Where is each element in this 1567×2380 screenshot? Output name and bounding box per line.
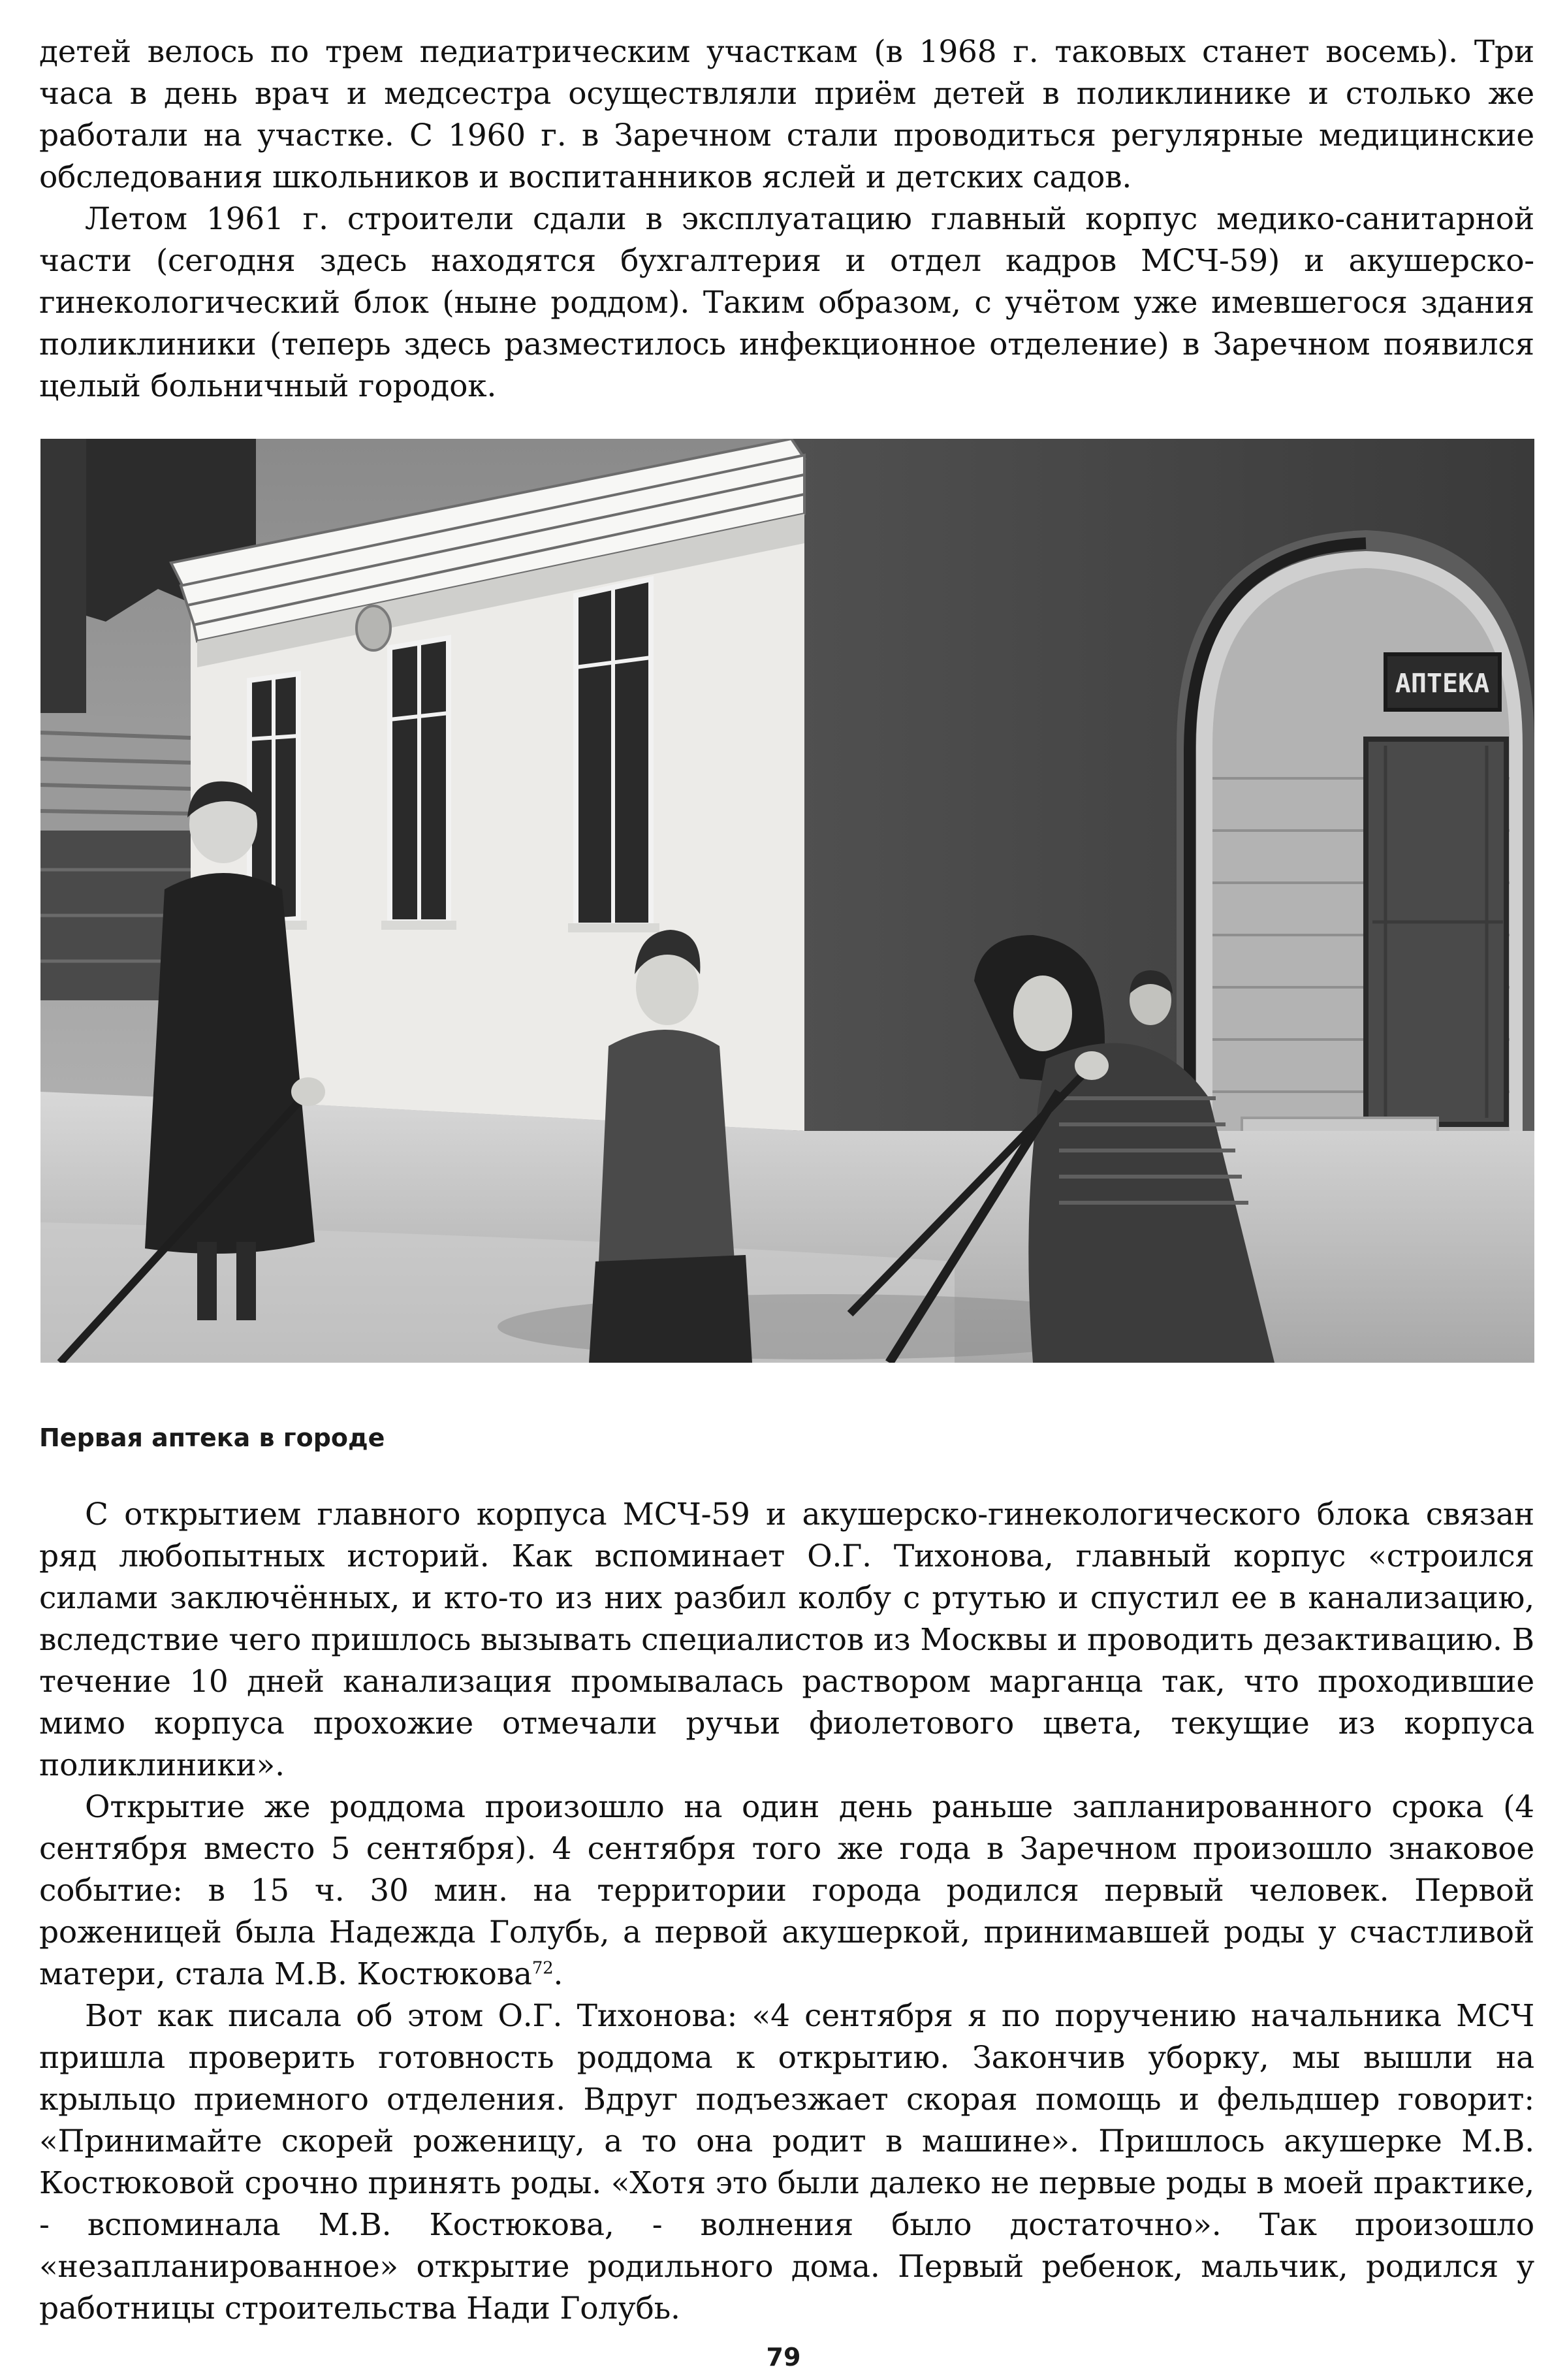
- paragraph-tikhonova-quote: Вот как писала об этом О.Г. Тихонова: «4 сентября я по поручению начальника МСЧ пришла проверить готовность роддома к открытию. Закончив уборку, мы вышли на крыльцо приемного отделения. Вдруг подъезжает скорая помощь и фельдшер говорит: «Принимайте скорей роженицу, а то она родит в машине». Пришлось акушерке М.В. Костюковой срочно принять роды. «Хотя это были далеко не первые роды в моей практике, - вспоминала М.В. Костюкова, - волнения было достаточно». Так произошло «незапланированное» открытие родильного дома. Первый ребенок, мальчик, родился у работницы строительства Нади Голубь.: [39, 1998, 1534, 2326]
- paragraph-1961: Летом 1961 г. строители сдали в эксплуатацию главный корпус медико-санитарной части (сегодня здесь находятся бухгалтерия и отдел кадров МСЧ-59) и акушерско-гинекологический блок (ныне роддом). Таким образом, с учётом уже имевшегося здания поликлиники (теперь здесь разместилось инфекционное отделение) в Заречном появился целый больничный городок.: [39, 201, 1534, 404]
- page-number: 79: [766, 2343, 801, 2372]
- bottom-text: [39, 1494, 1534, 2330]
- footnote-marker[interactable]: 72: [531, 1958, 554, 1978]
- top-text: [39, 31, 1534, 407]
- photo-caption: Первая аптека в городе: [39, 1423, 385, 1452]
- first-birth-end: .: [553, 1956, 563, 1992]
- paragraph-first-birth: [39, 1786, 1534, 1995]
- paragraph-mercury-story: С открытием главного корпуса МСЧ-59 и акушерско-гинекологического блока связан ряд любопытных историй. Как вспоминает О.Г. Тихонова, главный корпус «строился силами заключённых, и кто-то из них разбил колбу с ртутью и спустил ее в канализацию, вследствие чего пришлось вызывать специалистов из Москвы и проводить дезактивацию. В течение 10 дней канализация промывалась раствором марганца так, что проходившие мимо корпуса прохожие отмечали ручьи фиолетового цвета, текущие из корпуса поликлиники».: [39, 1497, 1534, 1783]
- paragraph-continued: детей велось по трем педиатрическим участкам (в 1968 г. таковых станет восемь). Три часа в день врач и медсестра осуществляли приём детей в поликлинике и столько же работали на участке. С 1960 г. в Заречном стали проводиться регулярные медицинские обследования школьников и воспитанников яслей и детских садов.: [39, 34, 1534, 195]
- pharmacy-sign-text: АПТЕКА: [1395, 669, 1490, 699]
- first-birth-text: Открытие же роддома произошло на один день раньше запланированного срока (4 сентября вместо 5 сентября). 4 сентября того же года в Заречном произошло знаковое событие: в 15 ч. 30 мин. на территории города родился первый человек. Первой роженицей была Надежда Голубь, а первой акушеркой, принимавшей роды у счастливой матери, стала М.В. Костюкова: [39, 1789, 1534, 1992]
- emblem: [356, 606, 390, 650]
- photo-first-pharmacy: [40, 439, 1534, 1363]
